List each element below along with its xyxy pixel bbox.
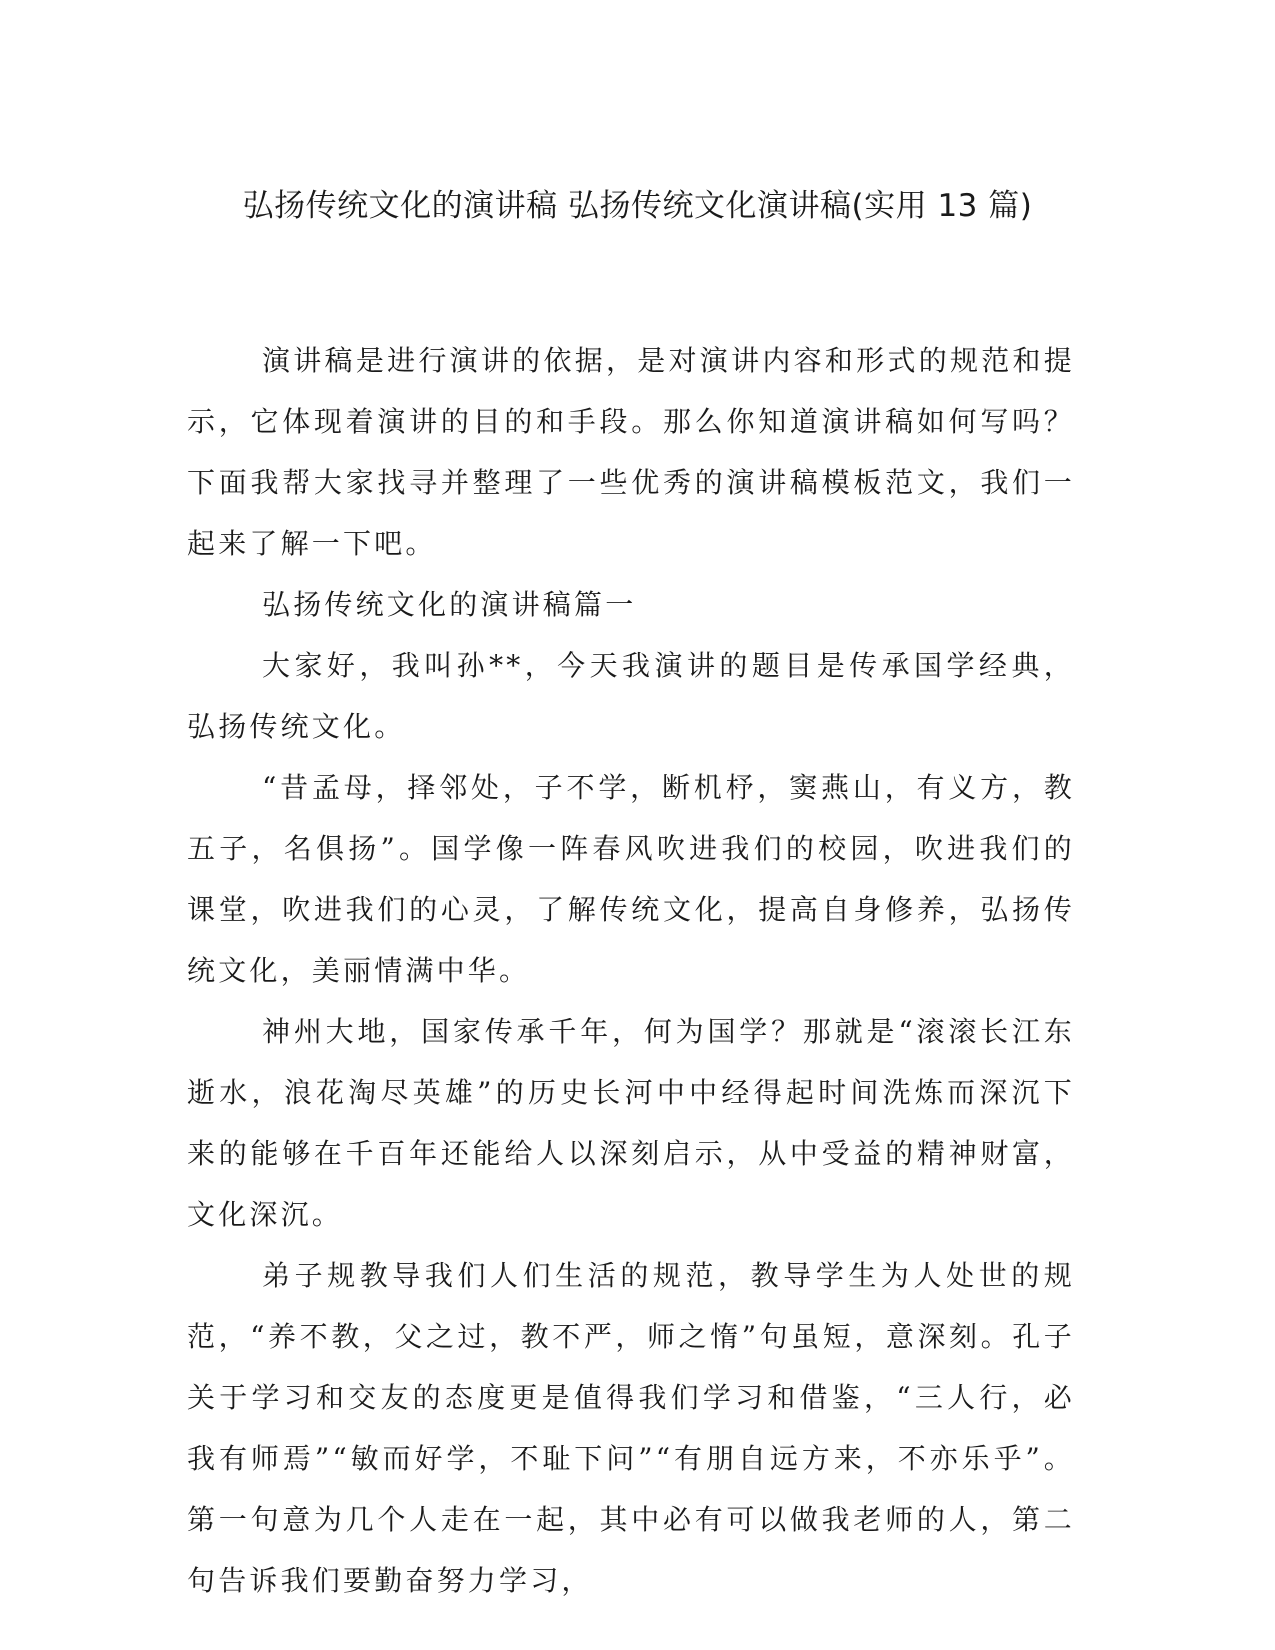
greeting-paragraph: 大家好，我叫孙**，今天我演讲的题目是传承国学经典，弘扬传统文化。	[187, 649, 1075, 743]
intro-paragraph: 演讲稿是进行演讲的依据，是对演讲内容和形式的规范和提示，它体现着演讲的目的和手段。那么你知道演讲稿如何写吗？下面我帮大家找寻并整理了一些优秀的演讲稿模板范文，我们一起来了解一下吧。	[187, 344, 1075, 560]
dizigui-paragraph: 弟子规教导我们人们生活的规范，教导学生为人处世的规范，“养不教，父之过，教不严，师之惰”句虽短，意深刻。孔子关于学习和交友的态度更是值得我们学习和借鉴，“三人行，必我有师焉”“敏而好学，不耻下问”“有朋自远方来，不亦乐乎”。第一句意为几个人走在一起，其中必有可以做我老师的人，第二句告诉我们要勤奋努力学习，	[187, 1259, 1075, 1597]
quote-paragraph-mencius: “昔孟母，择邻处，子不学，断机杼，窦燕山，有义方，教五子，名俱扬”。国学像一阵春风吹进我们的校园，吹进我们的课堂，吹进我们的心灵，了解传统文化，提高自身修养，弘扬传统文化，美丽情满中华。	[187, 771, 1075, 987]
guoxue-paragraph: 神州大地，国家传承千年，何为国学？那就是“滚滚长江东逝水，浪花淘尽英雄”的历史长河中中经得起时间洗炼而深沉下来的能够在千百年还能给人以深刻启示，从中受益的精神财富，文化深沉。	[187, 1015, 1075, 1231]
section-heading-part-one: 弘扬传统文化的演讲稿篇一	[262, 588, 637, 621]
document-body	[187, 330, 1075, 1611]
document-title: 弘扬传统文化的演讲稿 弘扬传统文化演讲稿(实用 13 篇)	[242, 188, 1033, 224]
